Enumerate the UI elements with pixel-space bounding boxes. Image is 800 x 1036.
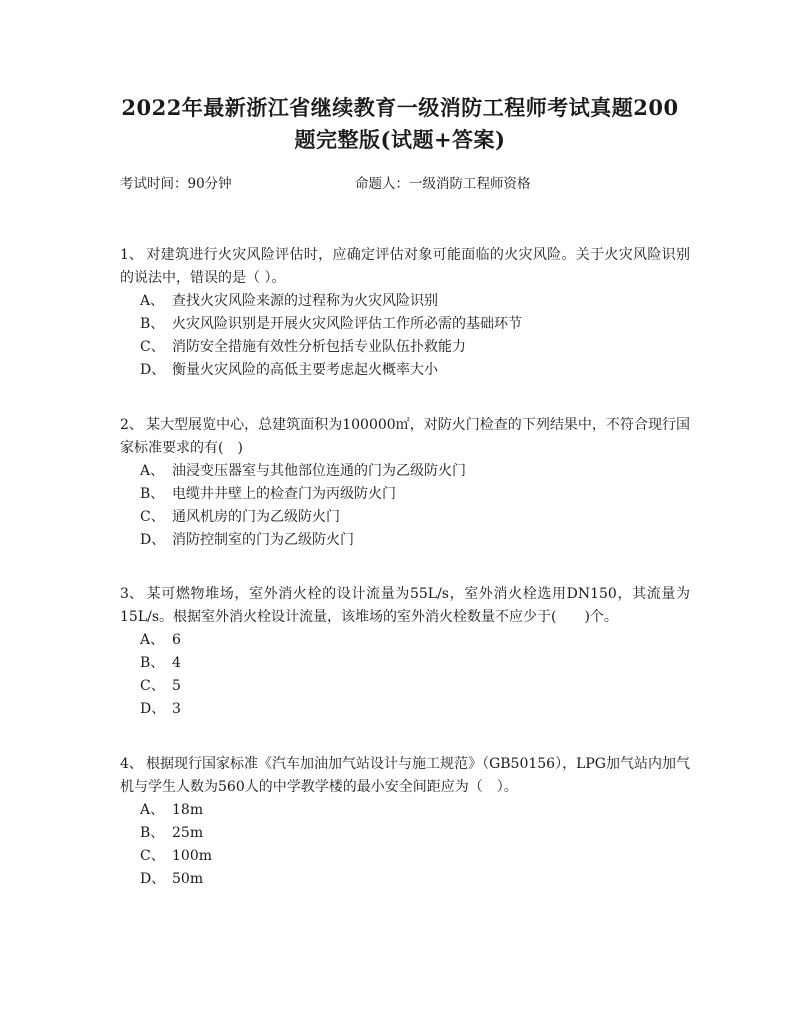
option-text: 50m: [172, 871, 204, 887]
option-d: [120, 698, 690, 721]
question-4: [120, 753, 690, 891]
option-letter: B、: [140, 655, 165, 671]
option-letter: C、: [140, 678, 165, 694]
question-2: [120, 414, 690, 552]
question-stem: [120, 244, 690, 290]
question-text: 某大型展览中心，总建筑面积为100000㎡，对防火门检查的下列结果中，不符合现行国家标准要求的有( ): [120, 417, 690, 456]
option-letter: D、: [140, 362, 166, 378]
question-number: 1、: [120, 247, 143, 263]
exam-time: 考试时间：90分钟: [120, 176, 232, 192]
question-text: 对建筑进行火灾风险评估时，应确定评估对象可能面临的火灾风险。关于火灾风险识别的说法中，错误的是（ ）。: [120, 247, 690, 286]
question-stem: [120, 583, 690, 629]
question-text: 根据现行国家标准《汽车加油加气站设计与施工规范》（GB50156），LPG加气站内加气机与学生人数为560人的中学教学楼的最小安全间距应为（ ）。: [120, 756, 690, 795]
question-3: [120, 583, 690, 721]
exam-author: 命题人：一级消防工程师资格: [355, 176, 531, 192]
option-b: [120, 313, 690, 336]
option-letter: C、: [140, 509, 165, 525]
option-text: 火灾风险识别是开展火灾风险评估工作所必需的基础环节: [172, 316, 522, 332]
option-d: [120, 529, 690, 552]
option-text: 25m: [172, 825, 204, 841]
option-text: 消防控制室的门为乙级防火门: [172, 532, 354, 548]
option-letter: A、: [140, 632, 165, 648]
option-letter: D、: [140, 701, 166, 717]
question-stem: [120, 414, 690, 460]
option-letter: B、: [140, 486, 165, 502]
option-text: 衡量火灾风险的高低主要考虑起火概率大小: [172, 362, 438, 378]
option-b: [120, 652, 690, 675]
option-a: [120, 629, 690, 652]
option-c: [120, 336, 690, 359]
question-number: 3、: [120, 586, 143, 602]
option-text: 电缆井井壁上的检查门为丙级防火门: [172, 486, 396, 502]
title-line-2: 题完整版(试题+答案): [294, 127, 506, 152]
option-a: [120, 290, 690, 313]
option-letter: A、: [140, 802, 165, 818]
option-letter: C、: [140, 339, 165, 355]
question-text: 某可燃物堆场，室外消火栓的设计流量为55L/s，室外消火栓选用DN150，其流量为15L/s。根据室外消火栓设计流量，该堆场的室外消火栓数量不应少于( )个。: [120, 586, 690, 625]
option-c: [120, 845, 690, 868]
option-d: [120, 868, 690, 891]
option-letter: D、: [140, 871, 166, 887]
option-text: 3: [172, 701, 181, 717]
option-a: [120, 799, 690, 822]
option-text: 4: [172, 655, 181, 671]
option-d: [120, 359, 690, 382]
option-a: [120, 460, 690, 483]
option-b: [120, 822, 690, 845]
option-text: 6: [172, 632, 181, 648]
option-text: 查找火灾风险来源的过程称为火灾风险识别: [172, 293, 438, 309]
option-text: 5: [172, 678, 181, 694]
question-number: 4、: [120, 756, 143, 772]
question-number: 2、: [120, 417, 143, 433]
title-line-1: 2022年最新浙江省继续教育一级消防工程师考试真题200: [121, 95, 679, 120]
question-stem: [120, 753, 690, 799]
option-text: 18m: [172, 802, 204, 818]
option-letter: C、: [140, 848, 165, 864]
option-letter: B、: [140, 316, 165, 332]
option-c: [120, 506, 690, 529]
option-c: [120, 675, 690, 698]
option-text: 通风机房的门为乙级防火门: [172, 509, 340, 525]
option-letter: B、: [140, 825, 165, 841]
option-letter: A、: [140, 463, 165, 479]
option-text: 100m: [172, 848, 212, 864]
option-text: 油浸变压器室与其他部位连通的门为乙级防火门: [172, 463, 466, 479]
option-text: 消防安全措施有效性分析包括专业队伍扑救能力: [172, 339, 466, 355]
question-1: [120, 244, 690, 382]
option-letter: A、: [140, 293, 165, 309]
option-letter: D、: [140, 532, 166, 548]
document-title: [100, 92, 700, 156]
option-b: [120, 483, 690, 506]
